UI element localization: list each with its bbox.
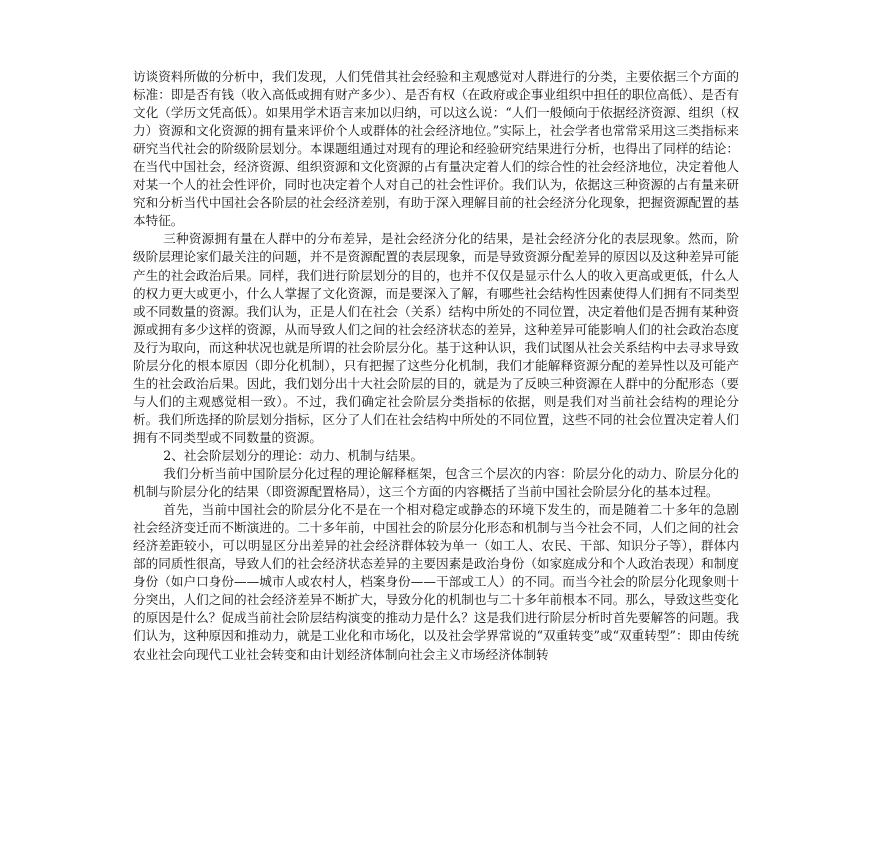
document-page <box>133 68 739 664</box>
section-heading: 2、社会阶层划分的理论：动力、机制与结果。 <box>163 447 424 463</box>
paragraph-interview-analysis: 访谈资料所做的分析中，我们发现，人们凭借其社会经验和主观感觉对人群进行的分类，主要依据三个方面的标准：即是否有钱（收入高低或拥有财产多少）、是否有权（在政府或企事业组织中担任的职位高低）、是否有文化（学历文凭高低）。如果用学术语言来加以归纳，可以这么说：“人们一般倾向于依据经济资源、组织（权力）资源和文化资源的拥有量来评价个人或群体的社会经济地位。”实际上，社会学者也常常采用这三类指标来研究当代社会的阶级阶层划分。本课题组通过对现有的理论和经验研究结果进行分析，也得出了同样的结论：在当代中国社会，经济资源、组织资源和文化资源的占有量决定着人们的综合性的社会经济地位，决定着他人对某一个人的社会性评价，同时也决定着个人对自己的社会性评价。我们认为，依据这三种资源的占有量来研究和分析当代中国社会各阶层的社会经济差别，有助于深入理解目前的社会经济分化现象，把握资源配置的基本特征。 <box>133 69 739 229</box>
paragraph-resource-distribution: 三种资源拥有量在人群中的分布差异，是社会经济分化的结果，是社会经济分化的表层现象。然而，阶级阶层理论家们最关注的问题，并不是资源配置的表层现象，而是导致资源分配差异的原因以及这种差异可能产生的社会政治后果。同样，我们进行阶层划分的目的，也并不仅仅是显示什么人的收入更高或更低，什么人的权力更大或更小，什么人掌握了文化资源，而是要深入了解，有哪些社会结构性因素使得人们拥有不同类型或不同数量的资源。我们认为，正是人们在社会（关系）结构中所处的不同位置，决定着他们是否拥有某种资源或拥有多少这样的资源，从而导致人们之间的社会经济状态的差异，这种差异可能影响人们的社会政治态度及行为取向，而这种状况也就是所谓的社会阶层分化。基于这种认识，我们试图从社会关系结构中去寻求导致阶层分化的根本原因（即分化机制），只有把握了这些分化机制，我们才能解释资源分配的差异性以及可能产生的社会政治后果。因此，我们划分出十大社会阶层的目的，就是为了反映三种资源在人群中的分配形态（要与人们的主观感觉相一致）。不过，我们确定社会阶层分类指标的依据，则是我们对当前社会结构的理论分析。我们所选择的阶层划分指标，区分了人们在社会结构中所处的不同位置，这些不同的社会位置决定着人们拥有不同类型或不同数量的资源。 <box>133 231 739 445</box>
paragraph-first: 首先，当前中国社会的阶层分化不是在一个相对稳定或静态的环境下发生的，而是随着二十多年的急剧社会经济变迁而不断演进的。二十多年前，中国社会的阶层分化形态和机制与当今社会不同，人们之间的社会经济差距较小，可以明显区分出差异的社会经济群体较为单一（如工人、农民、干部、知识分子等），群体内部的同质性很高，导致人们的社会经济状态差异的主要因素是政治身份（如家庭成分和个人政治表现）和制度身份（如户口身份——城市人或农村人，档案身份——干部或工人）的不同。而当今社会的阶层分化现象则十分突出，人们之间的社会经济差异不断扩大，导致分化的机制也与二十多年前根本不同。那么，导致这些变化的原因是什么？促成当前社会阶层结构演变的推动力是什么？这是我们进行阶层分析时首先要解答的问题。我们认为，这种原因和推动力，就是工业化和市场化，以及社会学界常说的“双重转变”或“双重转型”：即由传统农业社会向现代工业社会转变和由计划经济体制向社会主义市场经济体制转 <box>133 502 739 662</box>
paragraph-framework: 我们分析当前中国阶层分化过程的理论解释框架，包含三个层次的内容：阶层分化的动力、阶层分化的机制与阶层分化的结果（即资源配置格局），这三个方面的内容概括了当前中国社会阶层分化的基本过程。 <box>133 466 739 500</box>
